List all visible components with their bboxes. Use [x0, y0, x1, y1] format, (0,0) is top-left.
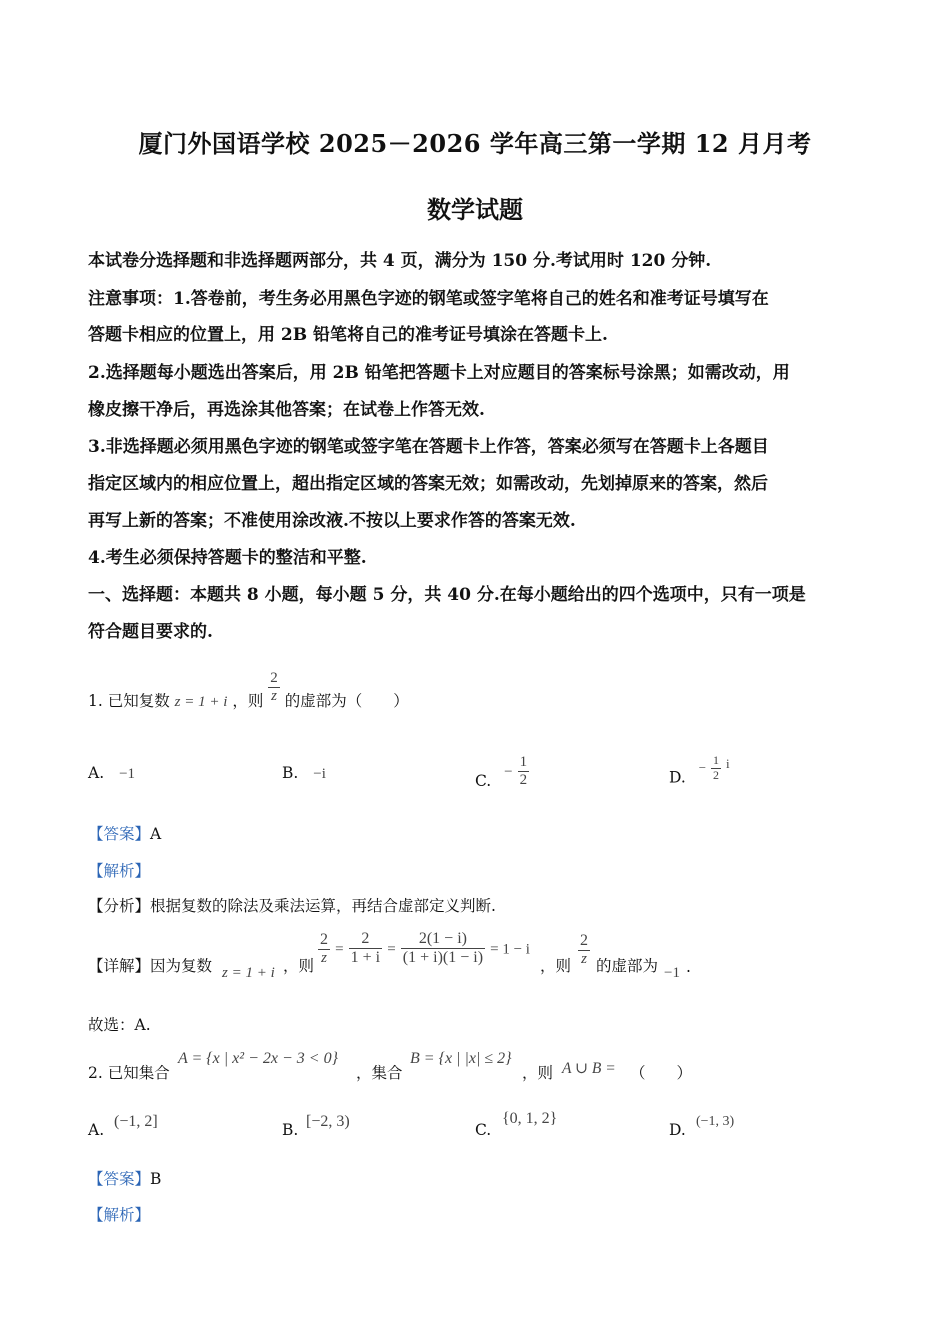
fraction-2-over-z: $\frac{2}{z}$: [270, 670, 278, 705]
exam-subtitle: 数学试题: [427, 195, 523, 224]
detail-suffix: 的虚部为: [596, 957, 659, 975]
q1-option-d: D. − $\frac{1}{2}$ $^i$: [669, 753, 730, 787]
detail-then-2: ，则: [540, 957, 572, 975]
instruction-line: 橡皮擦干净后，再选涂其他答案；在试卷上作答无效.: [88, 400, 485, 420]
q2-option-d: D.: [669, 1121, 686, 1139]
q2-option-a: A.: [88, 1121, 105, 1139]
q2-option-a-value: (−1, 2]: [114, 1113, 158, 1130]
instruction-line: 本试卷分选择题和非选择题两部分，共 4 页，满分为 150 分.考试用时 120 分钟.: [88, 251, 712, 271]
question-2-mid2: ，则: [522, 1064, 554, 1082]
q2-option-b: B.: [282, 1121, 299, 1139]
instruction-line: 答题卡相应的位置上，用 2B 铅笔将自己的准考证号填涂在答题卡上.: [88, 325, 608, 345]
question-1-prefix: 1. 已知复数: [88, 691, 170, 710]
question-1-stem: [88, 670, 409, 720]
q1-conclusion: 故选：A.: [88, 1016, 151, 1034]
answer-tag: 【答案】: [88, 825, 151, 843]
detail-tag: 【详解】: [88, 957, 151, 975]
analysis-tag: 【解析】: [88, 1206, 151, 1224]
q2-option-c: C.: [475, 1121, 492, 1139]
question-1-mid: ，则: [232, 691, 264, 710]
q1-option-a: A. −1: [88, 764, 136, 782]
q1-answer: [88, 822, 161, 844]
instruction-line: 4.考生必须保持答题卡的整洁和平整.: [88, 548, 367, 568]
section-heading-cont: 符合题目要求的.: [88, 622, 213, 642]
section-heading: 一、选择题：本题共 8 小题，每小题 5 分，共 40 分.在每小题给出的四个选项中，只有一项是: [88, 585, 806, 605]
q1-option-b: B. −i: [282, 764, 326, 782]
instruction-line: 3.非选择题必须用黑色字迹的钢笔或签字笔在答题卡上作答，答案必须写在答题卡上各题目: [88, 437, 769, 457]
question-2-mid: ，集合: [356, 1064, 403, 1082]
complex-number-expr: z = 1 + i: [174, 693, 228, 710]
detail-then: ，则: [283, 957, 315, 975]
exam-title: 厦门外国语学校 2025－2026 学年高三第一学期 12 月月考: [138, 129, 812, 158]
eq-result: = 1 − i: [490, 941, 530, 958]
question-1-suffix: 的虚部为（ ）: [284, 691, 409, 710]
fraction-one-half: $\frac{1}{2}$: [519, 754, 528, 789]
q2-option-d-value: (−1, 3): [696, 1114, 735, 1129]
instruction-line: 再写上新的答案；不准使用涂改液.不按以上要求作答的答案无效.: [88, 511, 576, 531]
fraction-one-half: $\frac{1}{2}$: [713, 753, 720, 782]
q2-answer: [88, 1167, 161, 1189]
q2-analysis-heading: [88, 1203, 150, 1225]
q1-detail-label: 【详解】因为复数: [88, 957, 213, 975]
set-a-expr: A = {x | x² − 2x − 3 < 0}: [178, 1050, 338, 1067]
union-expr: A ∪ B =: [562, 1060, 616, 1077]
eq-fraction-expanded: $\frac{2(1 - i)}{(1 + i)(1 - i)}$: [402, 930, 484, 967]
instruction-line: 指定区域内的相应位置上，超出指定区域的答案无效；如需改动，先划掉原来的答案，然后: [88, 474, 768, 494]
q2-option-b-value: [−2, 3): [306, 1113, 350, 1130]
q1-analysis-heading: [88, 859, 150, 881]
fenxi-tag: 【分析】: [88, 897, 151, 915]
detail-value: −1: [664, 965, 680, 981]
set-b-expr: B = {x | |x| ≤ 2}: [410, 1050, 512, 1067]
eq-fraction-2-over-z: $\frac{2}{z}$: [320, 930, 328, 966]
question-2-prefix: 2. 已知集合: [88, 1064, 170, 1082]
detail-complex-number: z = 1 + i: [222, 965, 275, 981]
detail-equation: $\frac{2}{z}$ = $\frac{2}{1 + i}$ = $\frac{2(1 - i)}{(1 + i)(1 - i)}$ = 1 − i: [320, 930, 530, 967]
detail-fraction-2-over-z: $\frac{2}{z}$: [580, 932, 588, 968]
eq-fraction-2-over-1-plus-i: $\frac{2}{1 + i}$: [350, 930, 381, 967]
answer-value: B: [150, 1170, 162, 1188]
instruction-line: 注意事项：1.答卷前，考生务必用黑色字迹的钢笔或签字笔将自己的姓名和准考证号填写在: [88, 289, 769, 309]
detail-end: .: [686, 958, 691, 976]
analysis-tag: 【解析】: [88, 862, 151, 880]
answer-value: A: [150, 825, 162, 843]
question-2-suffix: （ ）: [630, 1064, 693, 1082]
answer-tag: 【答案】: [88, 1170, 151, 1188]
instruction-line: 2.选择题每小题选出答案后，用 2B 铅笔把答题卡上对应题目的答案标号涂黑；如需改动，用: [88, 363, 790, 383]
q2-option-c-value: {0, 1, 2}: [502, 1110, 558, 1127]
q1-fenxi: 【分析】根据复数的除法及乘法运算，再结合虚部定义判断.: [88, 897, 496, 915]
q1-option-c: C. − $\frac{1}{2}$: [475, 754, 528, 790]
